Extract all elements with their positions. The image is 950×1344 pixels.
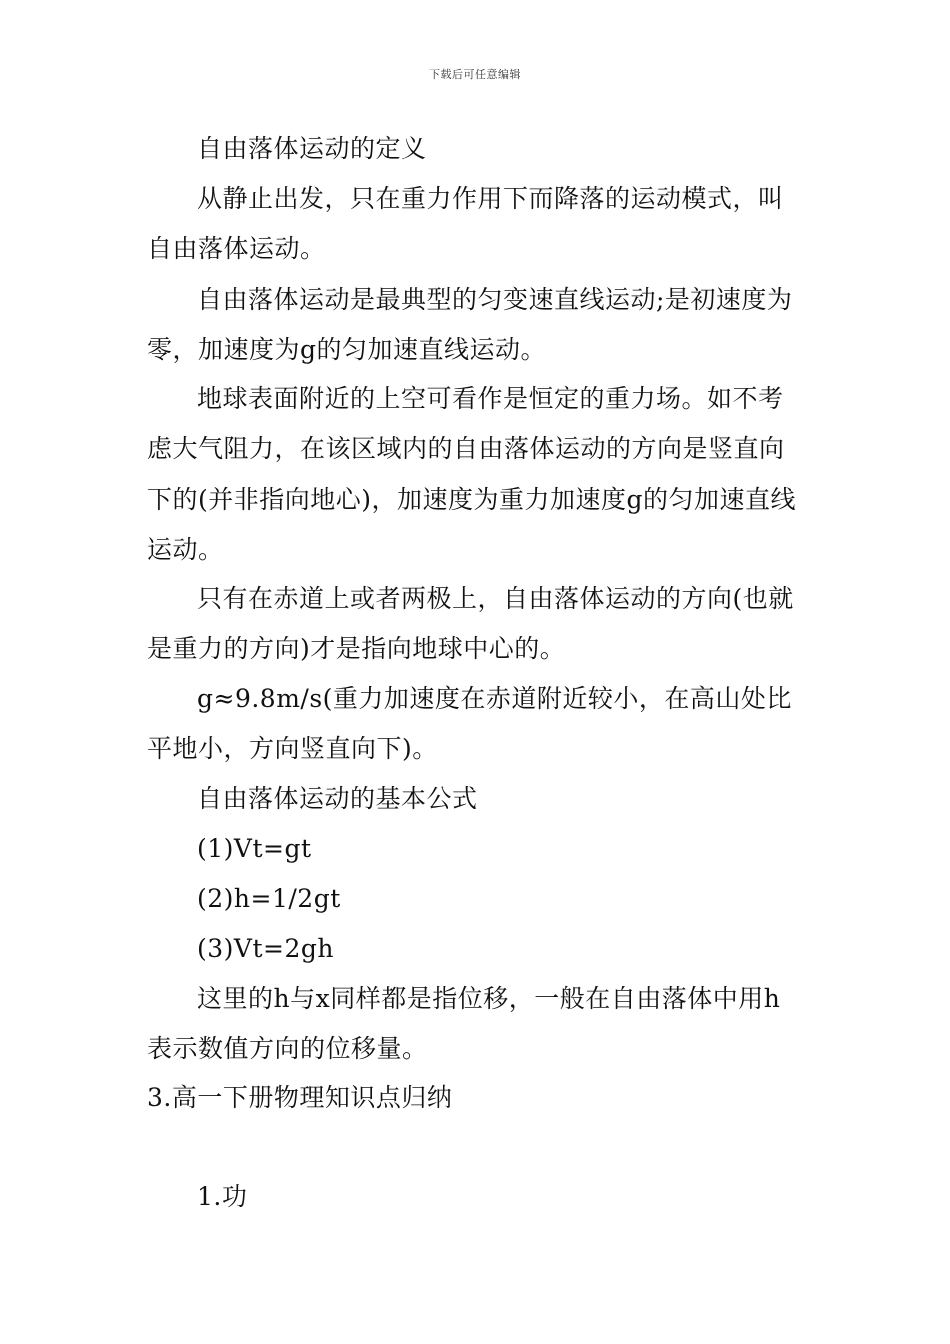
formula-line: (1)Vt=gt — [197, 834, 312, 863]
paragraph-line: 只有在赤道上或者两极上，自由落体运动的方向(也就 — [197, 584, 794, 613]
section-heading-formulas: 自由落体运动的基本公式 — [197, 784, 478, 813]
paragraph-line: 虑大气阻力，在该区域内的自由落体运动的方向是竖直向 — [147, 434, 785, 463]
page-header: 下载后可任意编辑 — [429, 68, 521, 81]
paragraph-line: 零，加速度为g的匀加速直线运动。 — [147, 335, 547, 364]
formula-line: (3)Vt=2gh — [197, 934, 334, 963]
section-heading-definition: 自由落体运动的定义 — [197, 134, 427, 163]
paragraph-line: 平地小，方向竖直向下)。 — [147, 734, 438, 763]
subsection-heading: 1.功 — [197, 1182, 248, 1211]
paragraph-line: 这里的h与x同样都是指位移，一般在自由落体中用h — [197, 984, 781, 1013]
paragraph-line: 运动。 — [147, 535, 224, 564]
paragraph-line: 自由落体运动是最典型的匀变速直线运动;是初速度为 — [197, 285, 793, 314]
formula-line: (2)h=1/2gt — [197, 884, 341, 913]
paragraph-line: 地球表面附近的上空可看作是恒定的重力场。如不考 — [197, 384, 784, 413]
paragraph-line: 表示数值方向的位移量。 — [147, 1034, 428, 1063]
paragraph-line: 从静止出发，只在重力作用下而降落的运动模式，叫 — [197, 184, 784, 213]
paragraph-line: 下的(并非指向地心)，加速度为重力加速度g的匀加速直线 — [147, 485, 797, 514]
paragraph-line: 自由落体运动。 — [147, 234, 326, 263]
paragraph-line: 是重力的方向)才是指向地球中心的。 — [147, 634, 566, 663]
paragraph-line: g≈9.8m/s(重力加速度在赤道附近较小，在高山处比 — [197, 684, 792, 713]
chapter-heading: 3.高一下册物理知识点归纳 — [147, 1083, 453, 1112]
